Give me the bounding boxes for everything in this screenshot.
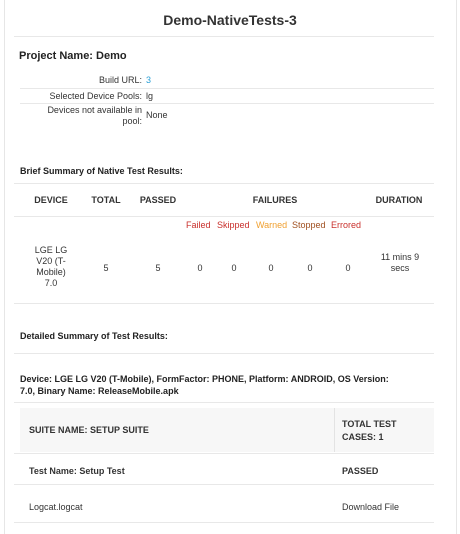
col-total: TOTAL bbox=[91, 195, 121, 205]
row-stopped: 0 bbox=[307, 263, 313, 273]
unavailable-devices-label: Devices not available in pool: bbox=[47, 105, 142, 126]
test-name: Test Name: Setup Test bbox=[29, 466, 125, 476]
row-failed: 0 bbox=[197, 263, 203, 273]
failure-label-errored: Errored bbox=[331, 220, 362, 230]
detailed-divider bbox=[14, 353, 434, 354]
failure-label-skipped: Skipped bbox=[217, 220, 250, 230]
failure-label-stopped: Stopped bbox=[292, 220, 326, 230]
col-passed: PASSED bbox=[139, 195, 177, 205]
build-url-link[interactable]: 3 bbox=[146, 75, 152, 85]
row-errored: 0 bbox=[345, 263, 351, 273]
col-duration: DURATION bbox=[375, 195, 423, 205]
suite-header-divider bbox=[14, 453, 434, 454]
detailed-summary-heading: Detailed Summary of Test Results: bbox=[20, 331, 168, 341]
artifact-row-divider bbox=[14, 522, 434, 523]
row-device: LGE LG V20 (T- Mobile) 7.0 bbox=[34, 245, 68, 288]
row-total: 5 bbox=[103, 263, 109, 273]
suite-name: SUITE NAME: SETUP SUITE bbox=[29, 425, 149, 435]
info-divider-1 bbox=[20, 88, 434, 89]
page-title: Demo-NativeTests-3 bbox=[163, 12, 297, 28]
col-device: DEVICE bbox=[34, 195, 68, 205]
row-duration: 11 mins 9 secs bbox=[380, 252, 420, 273]
unavailable-devices-value: None bbox=[146, 110, 168, 120]
brief-header-divider bbox=[14, 216, 434, 217]
info-divider-2 bbox=[20, 103, 434, 104]
brief-table-top-border bbox=[14, 183, 434, 184]
title-divider bbox=[14, 36, 434, 37]
device-pools-value: lg bbox=[146, 91, 154, 101]
brief-summary-heading: Brief Summary of Native Test Results: bbox=[20, 166, 183, 176]
build-url-label: Build URL: bbox=[98, 75, 142, 85]
suite-column-divider bbox=[334, 408, 335, 452]
artifact-name: Logcat.logcat bbox=[29, 502, 83, 512]
device-details-divider bbox=[14, 402, 434, 403]
failure-label-warned: Warned bbox=[256, 220, 288, 230]
download-file-link[interactable]: Download File bbox=[342, 502, 400, 512]
test-row-divider bbox=[14, 484, 434, 485]
row-warned: 0 bbox=[268, 263, 274, 273]
total-test-cases: TOTAL TEST CASES: 1 bbox=[342, 419, 397, 442]
row-passed: 5 bbox=[155, 263, 161, 273]
project-name: Project Name: Demo bbox=[19, 50, 127, 62]
row-skipped: 0 bbox=[231, 263, 237, 273]
col-failures: FAILURES bbox=[252, 195, 298, 205]
device-pools-label: Selected Device Pools: bbox=[49, 91, 142, 101]
device-details: Device: LGE LG V20 (T-Mobile), FormFactor: PHONE, Platform: ANDROID, OS Version: 7.0, Binary Name: ReleaseMobile.apk bbox=[20, 374, 389, 396]
brief-table-bottom-border bbox=[14, 303, 434, 304]
failure-label-failed: Failed bbox=[186, 220, 211, 230]
test-status: PASSED bbox=[342, 466, 379, 476]
